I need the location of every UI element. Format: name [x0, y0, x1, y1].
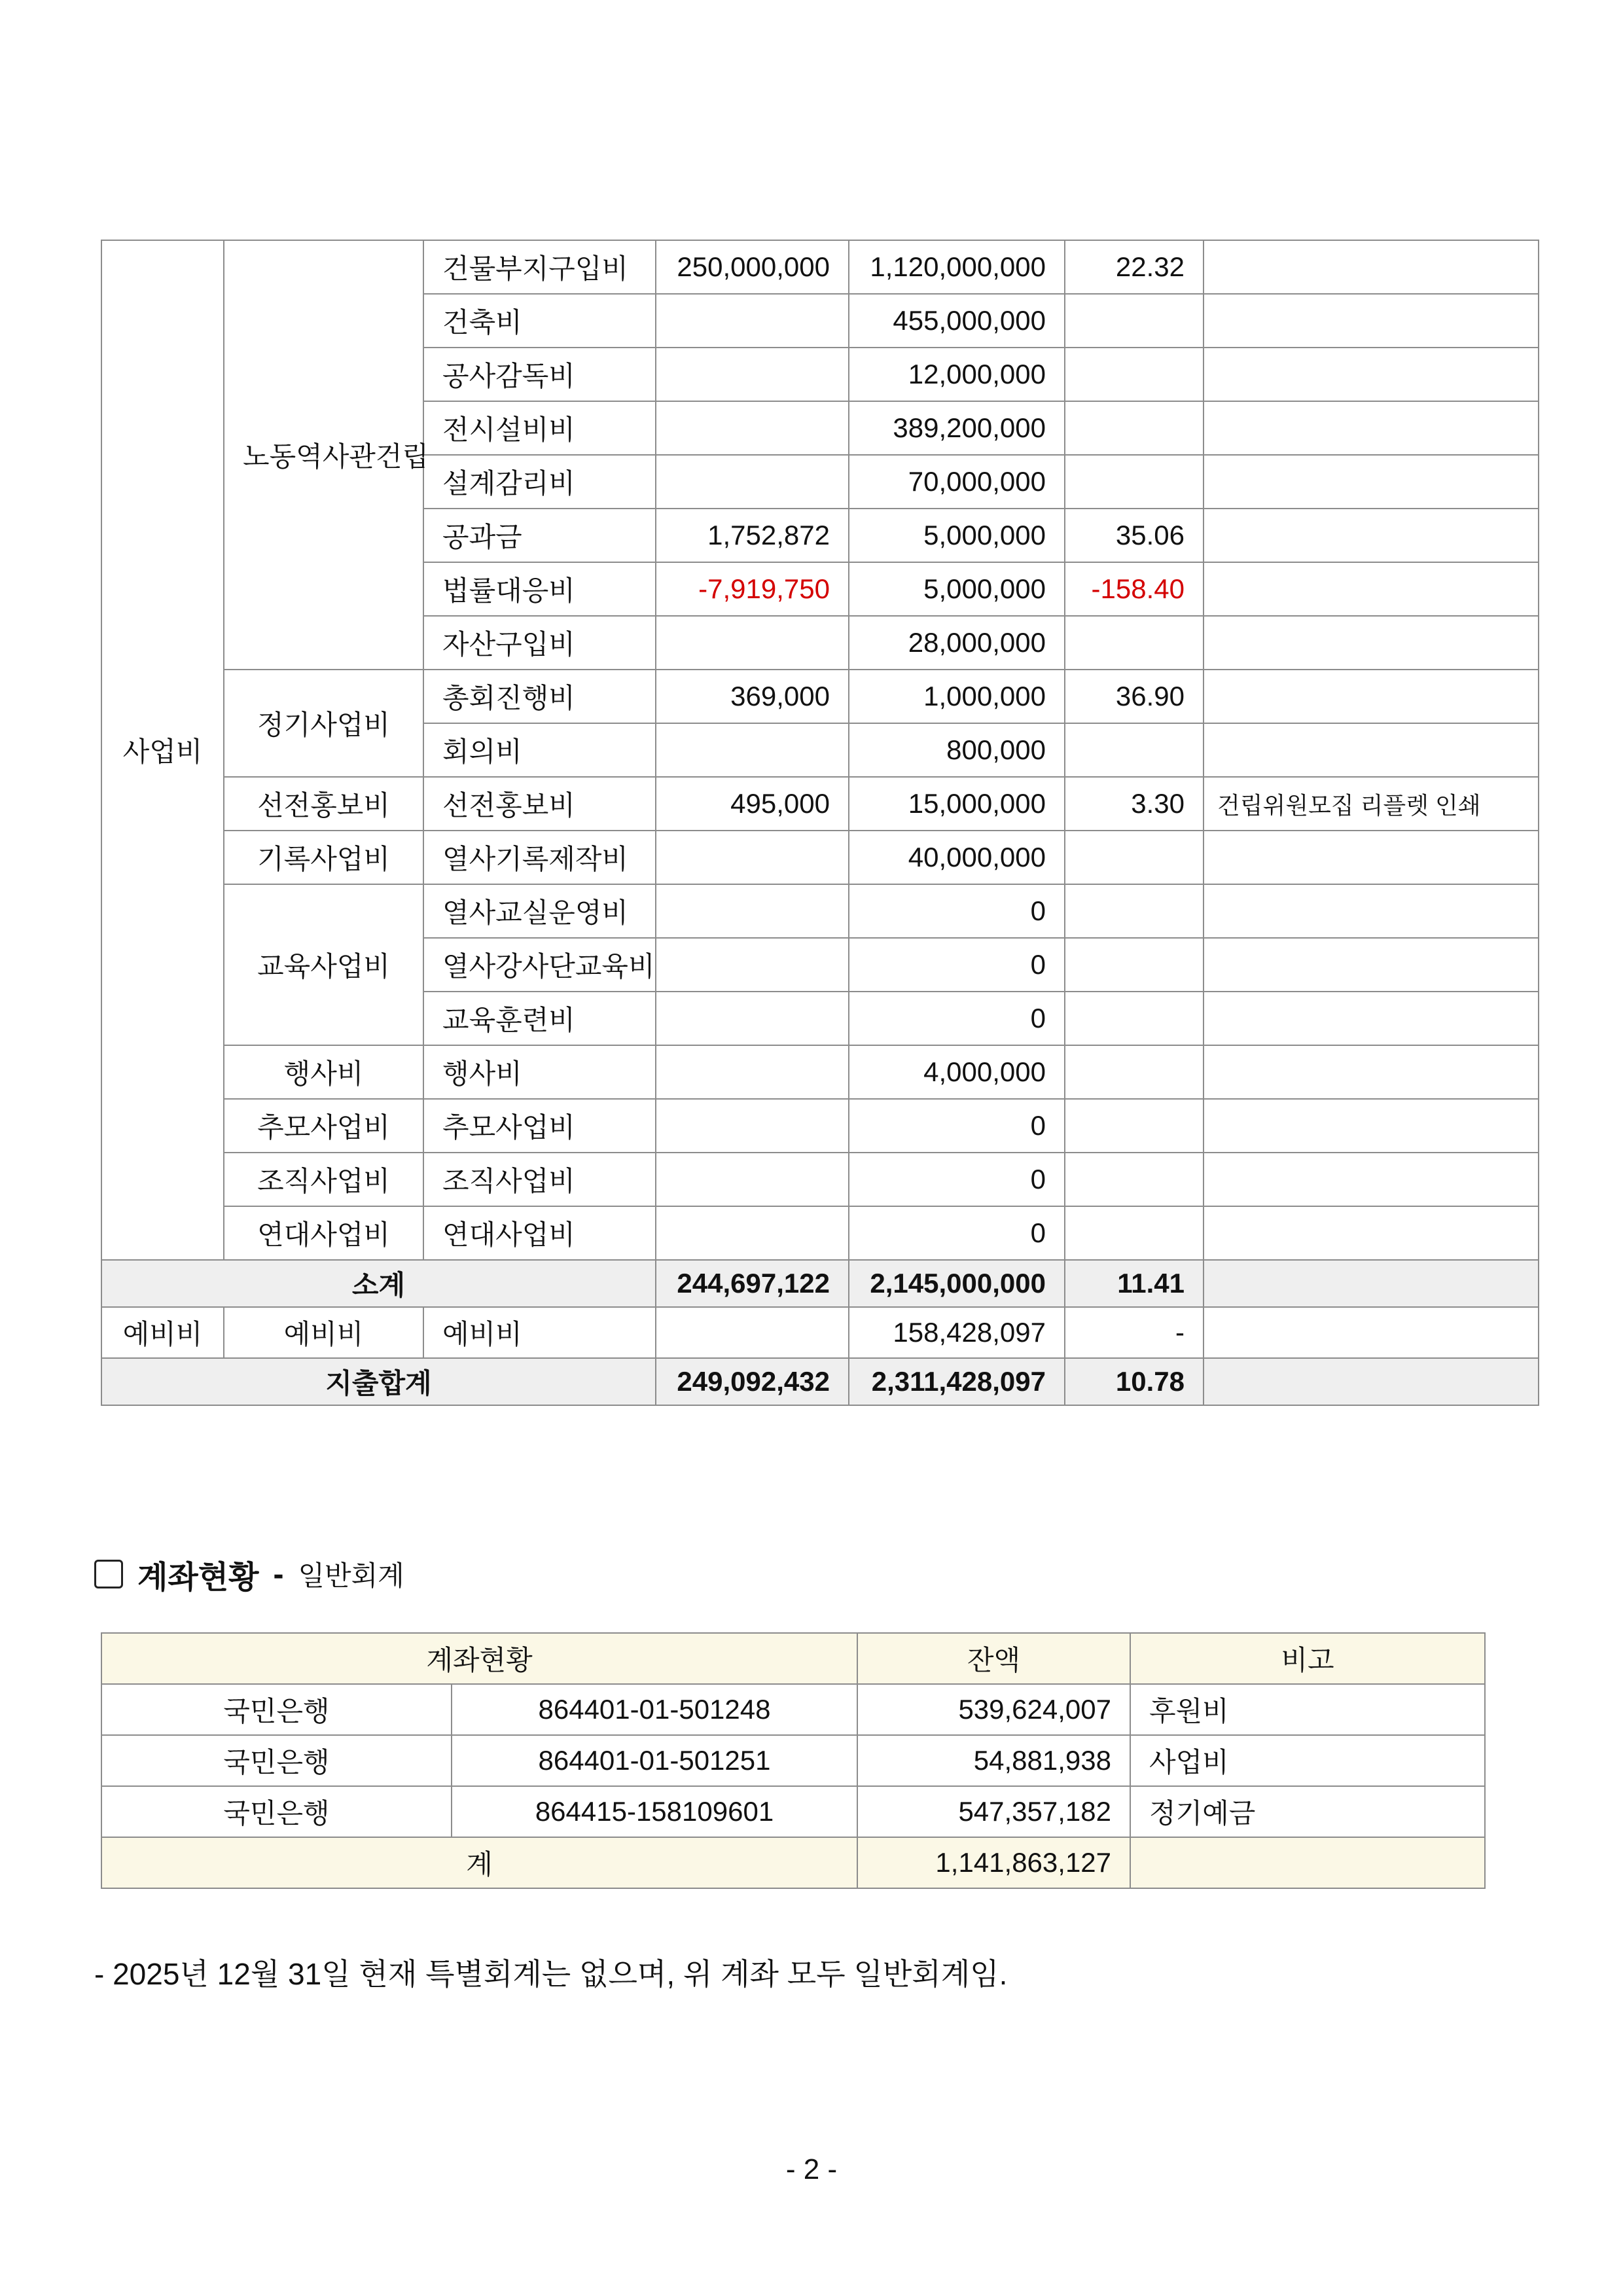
- note-cell: [1204, 562, 1539, 616]
- exec-cell: [656, 1153, 849, 1206]
- budget-cell: 5,000,000: [849, 509, 1065, 562]
- table-row: [101, 1045, 1539, 1099]
- rate-cell: [1065, 1045, 1204, 1099]
- table-row: [101, 1206, 1539, 1260]
- item-cell: 교육훈련비: [423, 992, 656, 1045]
- checkbox-icon: [94, 1560, 123, 1588]
- exec-cell: [656, 294, 849, 348]
- section-heading: [94, 1551, 404, 1597]
- exec-cell: [656, 723, 849, 777]
- item-cell: 조직사업비: [423, 1153, 656, 1206]
- account-total-row: [101, 1837, 1485, 1888]
- note-cell: [1204, 294, 1539, 348]
- table-row: [101, 240, 1539, 294]
- category-cell: 기록사업비: [224, 831, 423, 884]
- exec-cell: 1,752,872: [656, 509, 849, 562]
- item-cell: 연대사업비: [423, 1206, 656, 1260]
- exec-cell: [656, 1045, 849, 1099]
- rate-cell: 3.30: [1065, 777, 1204, 831]
- note-cell: [1204, 455, 1539, 509]
- budget-cell: 0: [849, 992, 1065, 1045]
- subtotal-note: [1204, 1260, 1539, 1307]
- footnote: - 2025년 12월 31일 현재 특별회계는 없으며, 위 계좌 모두 일반회계임.: [94, 1957, 1008, 1991]
- rate-cell-negative: -158.40: [1065, 562, 1204, 616]
- account-total-balance: 1,141,863,127: [857, 1837, 1130, 1888]
- item-cell: 설계감리비: [423, 455, 656, 509]
- budget-cell: 70,000,000: [849, 455, 1065, 509]
- note-cell: [1204, 723, 1539, 777]
- budget-cell: 1,000,000: [849, 670, 1065, 723]
- account-number-cell: 864401-01-501248: [452, 1684, 857, 1735]
- exec-cell-negative: -7,919,750: [656, 562, 849, 616]
- item-cell: 회의비: [423, 723, 656, 777]
- item-cell: 자산구입비: [423, 616, 656, 670]
- header-note: 비고: [1130, 1633, 1485, 1684]
- category-cell: 정기사업비: [224, 670, 423, 777]
- budget-cell: 40,000,000: [849, 831, 1065, 884]
- note-cell: [1204, 831, 1539, 884]
- note-cell: [1204, 938, 1539, 992]
- bank-cell: 국민은행: [101, 1684, 452, 1735]
- expense-table: [101, 240, 1539, 1406]
- item-cell: 법률대응비: [423, 562, 656, 616]
- note-cell: [1204, 240, 1539, 294]
- table-row: [101, 1153, 1539, 1206]
- exec-cell: 369,000: [656, 670, 849, 723]
- account-row: [101, 1786, 1485, 1837]
- account-number-cell: 864415-158109601: [452, 1786, 857, 1837]
- exec-cell: [656, 401, 849, 455]
- reserve-exec: [656, 1307, 849, 1358]
- budget-cell: 1,120,000,000: [849, 240, 1065, 294]
- note-cell: [1204, 670, 1539, 723]
- rate-cell: [1065, 616, 1204, 670]
- total-note: [1204, 1358, 1539, 1405]
- note-cell: [1204, 348, 1539, 401]
- category-cell: 연대사업비: [224, 1206, 423, 1260]
- reserve-row: [101, 1307, 1539, 1358]
- balance-cell: 539,624,007: [857, 1684, 1130, 1735]
- subtotal-exec: 244,697,122: [656, 1260, 849, 1307]
- header-account: 계좌현황: [101, 1633, 857, 1684]
- item-cell: 추모사업비: [423, 1099, 656, 1153]
- account-total-note: [1130, 1837, 1485, 1888]
- budget-cell: 0: [849, 1153, 1065, 1206]
- item-cell: 열사교실운영비: [423, 884, 656, 938]
- balance-cell: 547,357,182: [857, 1786, 1130, 1837]
- category-cell: 선전홍보비: [224, 777, 423, 831]
- exec-cell: 495,000: [656, 777, 849, 831]
- note-cell: [1204, 616, 1539, 670]
- group-cell: 사업비: [101, 240, 224, 1260]
- header-balance: 잔액: [857, 1633, 1130, 1684]
- account-header-row: [101, 1633, 1485, 1684]
- category-cell: 교육사업비: [224, 884, 423, 1045]
- budget-cell: 0: [849, 1099, 1065, 1153]
- category-cell: 행사비: [224, 1045, 423, 1099]
- section-dash: -: [273, 1556, 284, 1592]
- exec-cell: [656, 992, 849, 1045]
- budget-cell: 455,000,000: [849, 294, 1065, 348]
- note-cell: [1204, 401, 1539, 455]
- balance-cell: 54,881,938: [857, 1735, 1130, 1786]
- total-row: [101, 1358, 1539, 1405]
- reserve-group: 예비비: [101, 1307, 224, 1358]
- subtotal-rate: 11.41: [1065, 1260, 1204, 1307]
- exec-cell: [656, 616, 849, 670]
- item-cell: 열사강사단교육비: [423, 938, 656, 992]
- category-cell: 추모사업비: [224, 1099, 423, 1153]
- table-row: [101, 1099, 1539, 1153]
- exec-cell: 250,000,000: [656, 240, 849, 294]
- subtotal-budget: 2,145,000,000: [849, 1260, 1065, 1307]
- rate-cell: 35.06: [1065, 509, 1204, 562]
- rate-cell: [1065, 348, 1204, 401]
- item-cell: 선전홍보비: [423, 777, 656, 831]
- account-row: [101, 1684, 1485, 1735]
- exec-cell: [656, 831, 849, 884]
- budget-cell: 4,000,000: [849, 1045, 1065, 1099]
- reserve-item: 예비비: [423, 1307, 656, 1358]
- section-title: 계좌현황: [137, 1560, 259, 1595]
- budget-cell: 5,000,000: [849, 562, 1065, 616]
- exec-cell: [656, 455, 849, 509]
- account-number-cell: 864401-01-501251: [452, 1735, 857, 1786]
- item-cell: 공사감독비: [423, 348, 656, 401]
- item-cell: 총회진행비: [423, 670, 656, 723]
- table-row: [101, 777, 1539, 831]
- note-cell: [1204, 992, 1539, 1045]
- account-total-label: 계: [101, 1837, 857, 1888]
- note-cell: [1204, 1099, 1539, 1153]
- total-exec: 249,092,432: [656, 1358, 849, 1405]
- section-subtitle: 일반회계: [298, 1560, 404, 1591]
- rate-cell: [1065, 1153, 1204, 1206]
- budget-cell: 28,000,000: [849, 616, 1065, 670]
- budget-cell: 15,000,000: [849, 777, 1065, 831]
- note-cell: [1204, 509, 1539, 562]
- rate-cell: [1065, 294, 1204, 348]
- exec-cell: [656, 1206, 849, 1260]
- rate-cell: [1065, 723, 1204, 777]
- reserve-category: 예비비: [224, 1307, 423, 1358]
- account-note-cell: 사업비: [1130, 1735, 1485, 1786]
- item-cell: 행사비: [423, 1045, 656, 1099]
- item-cell: 건물부지구입비: [423, 240, 656, 294]
- note-cell: 건립위원모집 리플렛 인쇄: [1204, 777, 1539, 831]
- rate-cell: [1065, 455, 1204, 509]
- item-cell: 건축비: [423, 294, 656, 348]
- budget-cell: 0: [849, 884, 1065, 938]
- note-cell: [1204, 1045, 1539, 1099]
- note-cell: [1204, 1153, 1539, 1206]
- note-cell: [1204, 1206, 1539, 1260]
- bank-cell: 국민은행: [101, 1786, 452, 1837]
- rate-cell: [1065, 401, 1204, 455]
- reserve-rate: -: [1065, 1307, 1204, 1358]
- page-number: - 2 -: [785, 2153, 838, 2185]
- subtotal-row: [101, 1260, 1539, 1307]
- category-cell: 노동역사관건립: [224, 240, 423, 670]
- table-row: [101, 831, 1539, 884]
- rate-cell: [1065, 1099, 1204, 1153]
- total-label: 지출합계: [101, 1358, 656, 1405]
- rate-cell: [1065, 992, 1204, 1045]
- budget-cell: 800,000: [849, 723, 1065, 777]
- total-budget: 2,311,428,097: [849, 1358, 1065, 1405]
- item-cell: 열사기록제작비: [423, 831, 656, 884]
- reserve-budget: 158,428,097: [849, 1307, 1065, 1358]
- rate-cell: [1065, 831, 1204, 884]
- budget-cell: 0: [849, 1206, 1065, 1260]
- reserve-note: [1204, 1307, 1539, 1358]
- exec-cell: [656, 1099, 849, 1153]
- table-row: [101, 884, 1539, 938]
- exec-cell: [656, 884, 849, 938]
- account-table: [101, 1632, 1486, 1889]
- budget-cell: 12,000,000: [849, 348, 1065, 401]
- item-cell: 전시설비비: [423, 401, 656, 455]
- subtotal-label: 소계: [101, 1260, 656, 1307]
- rate-cell: [1065, 1206, 1204, 1260]
- exec-cell: [656, 348, 849, 401]
- item-cell: 공과금: [423, 509, 656, 562]
- exec-cell: [656, 938, 849, 992]
- budget-cell: 389,200,000: [849, 401, 1065, 455]
- account-note-cell: 정기예금: [1130, 1786, 1485, 1837]
- rate-cell: 36.90: [1065, 670, 1204, 723]
- total-rate: 10.78: [1065, 1358, 1204, 1405]
- budget-cell: 0: [849, 938, 1065, 992]
- rate-cell: [1065, 938, 1204, 992]
- bank-cell: 국민은행: [101, 1735, 452, 1786]
- rate-cell: 22.32: [1065, 240, 1204, 294]
- account-row: [101, 1735, 1485, 1786]
- category-cell: 조직사업비: [224, 1153, 423, 1206]
- table-row: [101, 670, 1539, 723]
- account-note-cell: 후원비: [1130, 1684, 1485, 1735]
- rate-cell: [1065, 884, 1204, 938]
- note-cell: [1204, 884, 1539, 938]
